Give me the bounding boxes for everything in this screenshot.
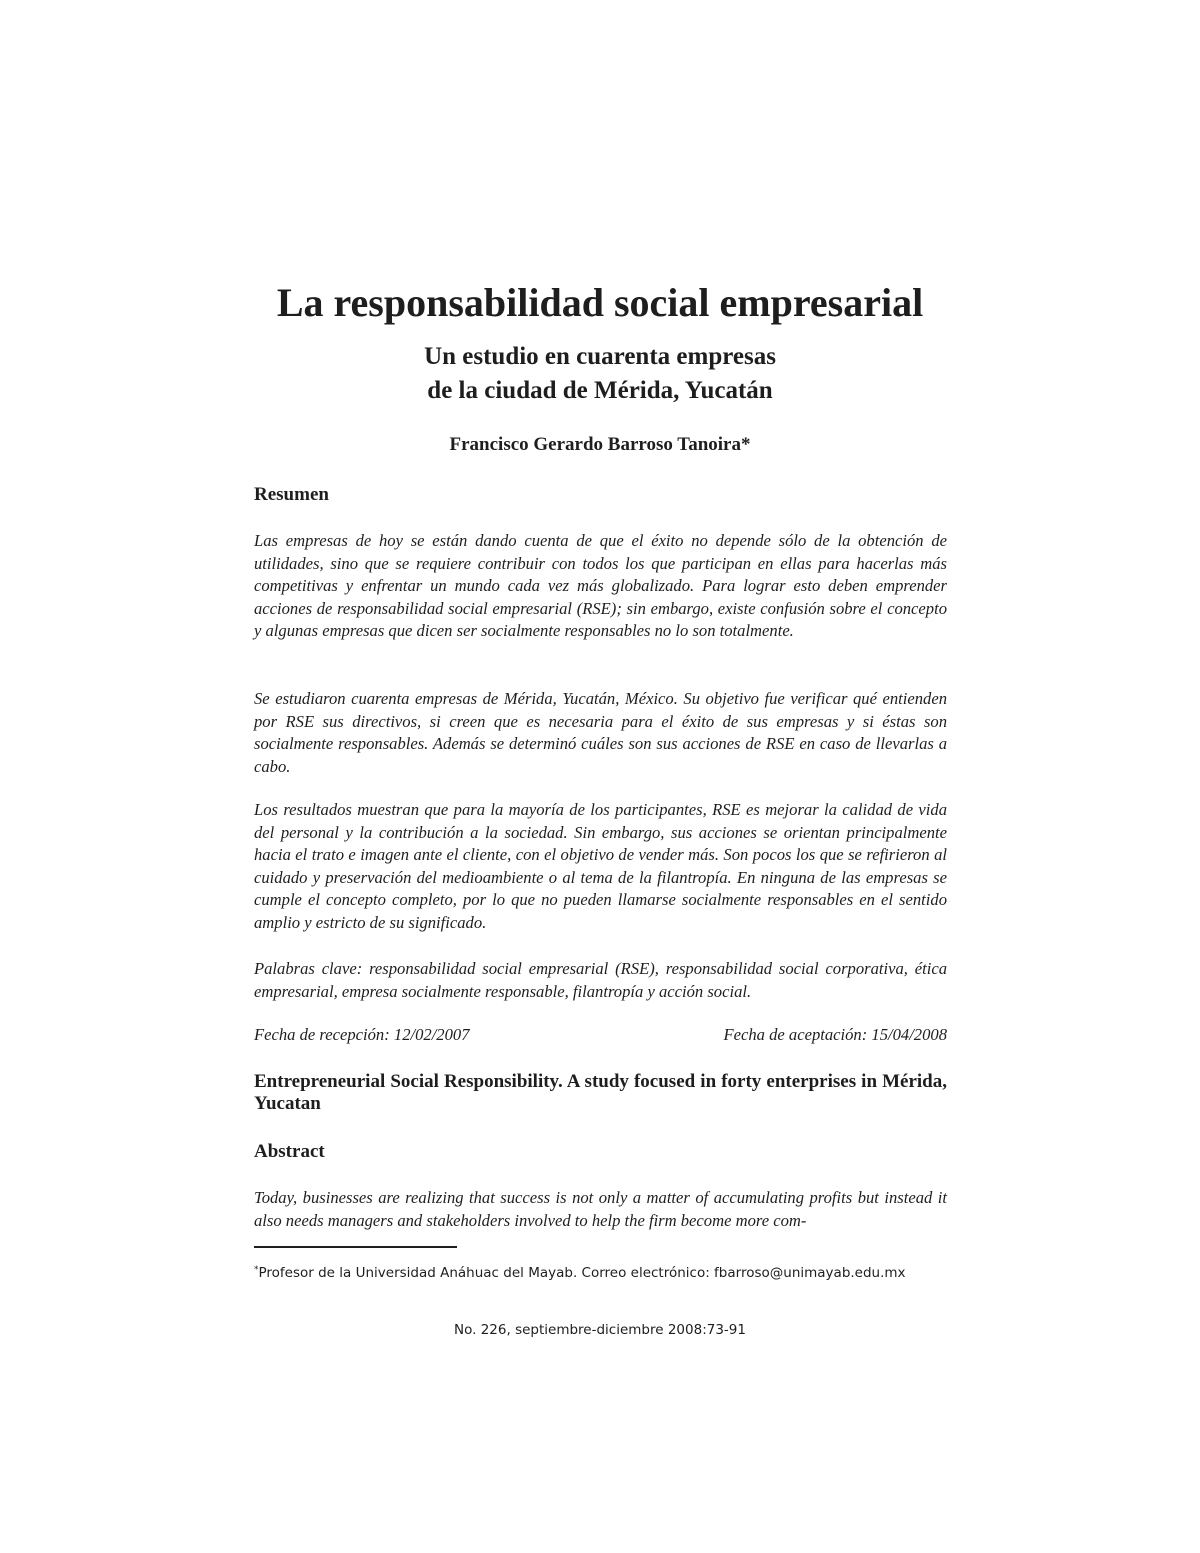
resumen-paragraph-1: Las empresas de hoy se están dando cuenta de que el éxito no depende sólo de la obtención de utilidades, sino que se requiere contribuir con todos los que participan en ellas para hacerlas más competitivas y enfrentar un mundo cada vez más globalizado. Para lograr esto deben emprender acciones de responsabilidad social empresarial (RSE); sin embargo, existe confusión sobre el concepto y algunas empresas que dicen ser socialmente responsables no lo son totalmente.: [254, 531, 947, 641]
subtitle-line-2: de la ciudad de Mérida, Yucatán: [427, 377, 773, 404]
author-footnote: [254, 1260, 906, 1283]
resumen-paragraph-2: Se estudiaron cuarenta empresas de Mérida, Yucatán, México. Su objetivo fue verificar qué entienden por RSE sus directivos, si creen que es necesaria para el éxito de sus empresas y si éstas son socialmente responsables. Además se determinó cuáles son sus acciones de RSE en caso de llevarlas a cabo.: [254, 689, 947, 776]
footnote-text: Profesor de la Universidad Anáhuac del Mayab. Correo electrónico: fbarroso@unimayab.edu.mx: [258, 1265, 906, 1281]
abstract-heading: Abstract: [254, 1141, 325, 1162]
subtitle-line-1: Un estudio en cuarenta empresas: [424, 343, 776, 370]
resumen-heading: Resumen: [254, 484, 329, 505]
footnote-separator: [254, 1246, 457, 1248]
dates-row: [254, 1024, 947, 1046]
received-date: Fecha de recepción: 12/02/2007: [254, 1025, 470, 1044]
keywords: Palabras clave: responsabilidad social empresarial (RSE), responsabilidad social corporativa, ética empresarial, empresa socialmente responsable, filantropía y acción social.: [254, 959, 947, 1001]
resumen-paragraph-3: Los resultados muestran que para la mayoría de los participantes, RSE es mejorar la calidad de vida del personal y la contribución a la sociedad. Sin embargo, sus acciones se orientan principalmente hacia el trato e imagen ante el cliente, con el objetivo de vender más. Son pocos los que se refirieron al cuidado y preservación del medioambiente o al tema de la filantropía. En ninguna de las empresas se cumple el concepto completo, por lo que no pueden llamarse socialmente responsables en el sentido amplio y estricto de su significado.: [254, 800, 947, 932]
abstract-text: Today, businesses are realizing that success is not only a matter of accumulating profits but instead it also needs managers and stakeholders involved to help the firm become more com-: [254, 1188, 947, 1230]
article-subtitle: [0, 340, 1200, 408]
page-footer-citation: No. 226, septiembre-diciembre 2008:73-91: [454, 1322, 746, 1338]
accepted-date: Fecha de aceptación: 15/04/2008: [723, 1025, 947, 1044]
footnote-marker: *: [254, 1265, 259, 1275]
english-title: Entrepreneurial Social Responsibility. A study focused in forty enterprises in Mérida, Yucatan: [254, 1071, 947, 1114]
article-title: La responsabilidad social empresarial: [276, 280, 924, 325]
author-name: Francisco Gerardo Barroso Tanoira*: [449, 434, 751, 455]
